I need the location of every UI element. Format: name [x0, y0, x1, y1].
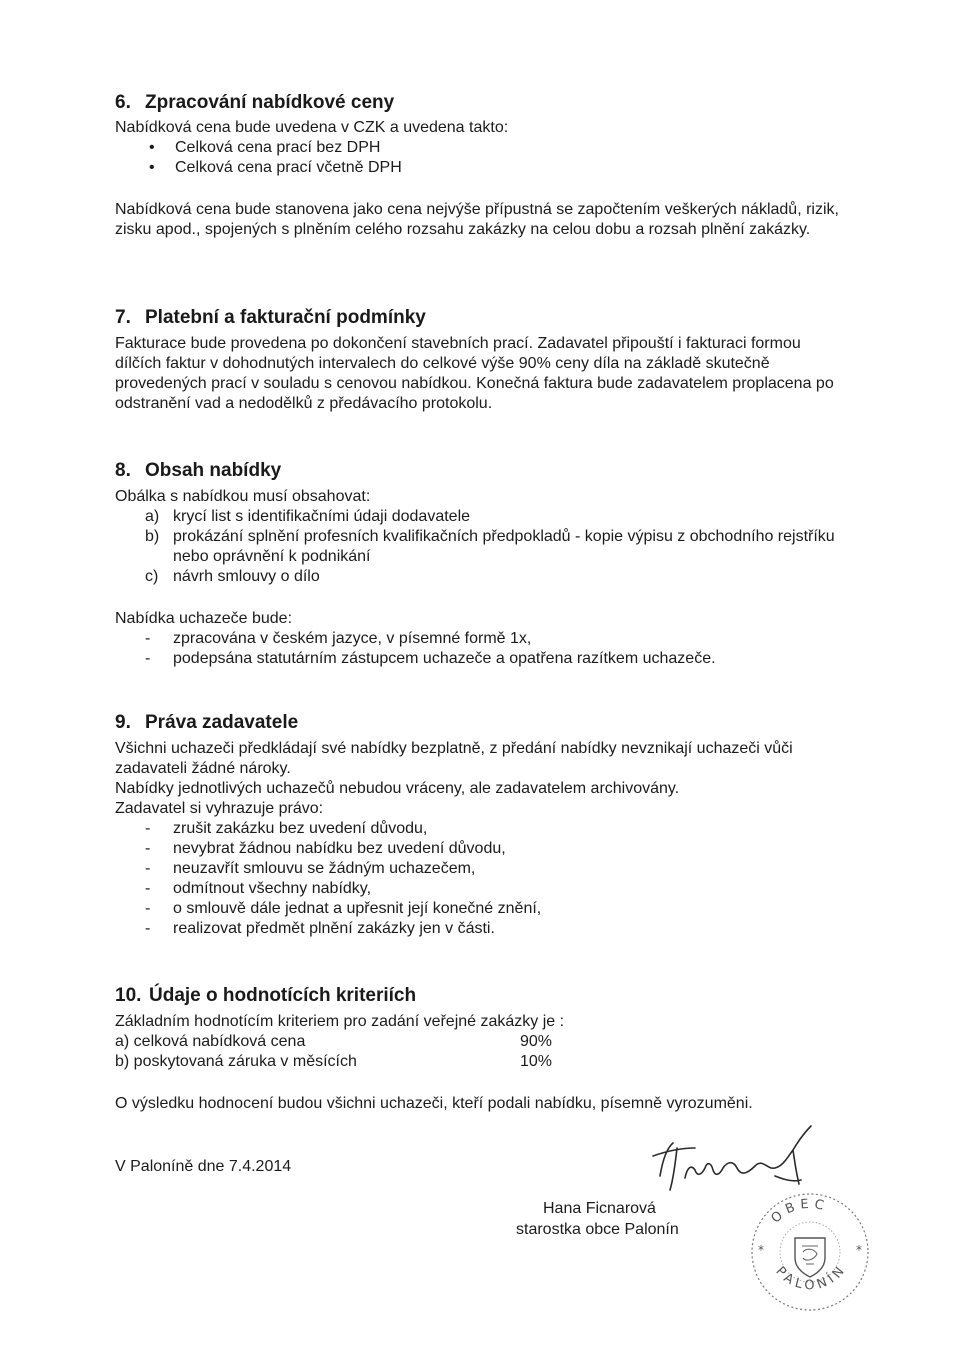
section-9-number: 9. — [115, 712, 131, 733]
section-10-heading — [115, 985, 850, 1007]
list-item — [115, 527, 850, 567]
list-item — [115, 567, 850, 587]
criteria-label: b) poskytovaná záruka v měsících — [115, 1053, 357, 1070]
section-6-intro: Nabídková cena bude uvedena v CZK a uvedena takto: — [115, 119, 509, 136]
section-8-intro: Obálka s nabídkou musí obsahovat: — [115, 488, 371, 505]
list-item-label: c) — [145, 568, 159, 585]
svg-text:*: * — [856, 1243, 862, 1257]
section-7-paragraph: Fakturace bude provedena po dokončení stavebních prací. Zadavatel připouští i fakturaci formou dílčích faktur v dohodnutých intervalech do celkové výše 90% ceny díla na základě skutečně provedených prací v souladu s cenovou nabídkou. Konečná faktura bude zadavatelem proplacena po odstranění vad a nedodělků z předávacího protokolu. — [115, 335, 834, 412]
list-item-label: a) — [145, 508, 160, 525]
list-item-text: návrh smlouvy o dílo — [173, 568, 320, 585]
section-7-title: Platební a fakturační podmínky — [145, 307, 426, 328]
dash-item: - zpracována v českém jazyce, v písemné formě 1x, — [115, 629, 850, 649]
section-9-paragraph-2: Nabídky jednotlivých uchazečů nebudou vráceny, ale zadavatelem archivovány. — [115, 780, 680, 797]
section-8-number: 8. — [115, 460, 131, 481]
criteria-row — [115, 1052, 850, 1072]
dash-item: - podepsána statutárním zástupcem uchazeče a opatřena razítkem uchazeče. — [115, 649, 850, 669]
dash-item: - neuzavřít smlouvu se žádným uchazečem, — [115, 859, 850, 879]
section-8-list — [115, 507, 850, 587]
section-10-title: Údaje o hodnotících kriteriích — [149, 985, 417, 1006]
section-8 — [115, 460, 850, 669]
svg-text:PALONÍN: PALONÍN — [772, 1261, 851, 1294]
section-8-heading — [115, 460, 850, 482]
section-9-paragraph-1: Všichni uchazeči předkládají své nabídky bezplatně, z předání nabídky nevznikají uchazeči vůči zadavateli žádné nároky. — [115, 740, 793, 777]
list-item — [115, 507, 850, 527]
section-7-number: 7. — [115, 307, 131, 328]
section-10-number: 10. — [115, 985, 142, 1006]
section-6-paragraph: Nabídková cena bude stanovena jako cena nejvýše přípustná se započtením veškerých nákladů, rizik, zisku apod., spojených s plněním celého rozsahu zakázky na celou dobu a rozsah plnění zakázky. — [115, 201, 839, 238]
section-6-title: Zpracování nabídkové ceny — [145, 92, 395, 113]
svg-text:*: * — [758, 1243, 764, 1257]
list-item-text: prokázání splnění profesních kvalifikačních předpokladů - kopie výpisu z obchodního rejstříku nebo oprávnění k podnikání — [173, 528, 835, 565]
list-item-text: krycí list s identifikačními údaji dodavatele — [173, 508, 471, 525]
criteria-row — [115, 1032, 850, 1052]
section-9-dashes — [115, 819, 850, 939]
section-9 — [115, 712, 850, 939]
list-item-label: b) — [145, 528, 160, 545]
section-9-paragraph-3: Zadavatel si vyhrazuje právo: — [115, 800, 324, 817]
section-9-heading — [115, 712, 850, 734]
dash-item: - nevybrat žádnou nabídku bez uvedení důvodu, — [115, 839, 850, 859]
criteria-label: a) celková nabídková cena — [115, 1033, 306, 1050]
section-8-title: Obsah nabídky — [145, 460, 282, 481]
signer-name: Hana Ficnarová — [543, 1200, 656, 1217]
section-6-bullets — [115, 138, 850, 178]
section-9-title: Práva zadavatele — [145, 712, 299, 733]
section-6-number: 6. — [115, 92, 131, 113]
svg-text:OBEC: OBEC — [768, 1196, 831, 1227]
section-6 — [115, 92, 850, 240]
section-6-heading — [115, 92, 850, 114]
criteria-weight: 90% — [520, 1033, 553, 1050]
dash-item: - zrušit zakázku bez uvedení důvodu, — [115, 819, 850, 839]
section-8-dashes — [115, 629, 850, 669]
bullet-item: • Celková cena prací včetně DPH — [115, 158, 850, 178]
section-10-outro: O výsledku hodnocení budou všichni uchazeči, kteří podali nabídku, písemně vyrozuměni. — [115, 1095, 753, 1112]
section-10 — [115, 985, 850, 1114]
place-date: V Paloníně dne 7.4.2014 — [115, 1158, 292, 1175]
section-7 — [115, 307, 850, 414]
section-7-heading — [115, 307, 850, 329]
signer-title: starostka obce Palonín — [516, 1221, 679, 1238]
dash-item: - realizovat předmět plnění zakázky jen v části. — [115, 919, 850, 939]
section-10-intro: Základním hodnotícím kriteriem pro zadání veřejné zakázky je : — [115, 1013, 565, 1030]
criteria-weight: 10% — [520, 1053, 553, 1070]
official-stamp — [748, 1190, 872, 1314]
section-8-intro-2: Nabídka uchazeče bude: — [115, 610, 293, 627]
dash-item: - odmítnout všechny nabídky, — [115, 879, 850, 899]
dash-item: - o smlouvě dále jednat a upřesnit její konečné znění, — [115, 899, 850, 919]
bullet-item: • Celková cena prací bez DPH — [115, 138, 850, 158]
